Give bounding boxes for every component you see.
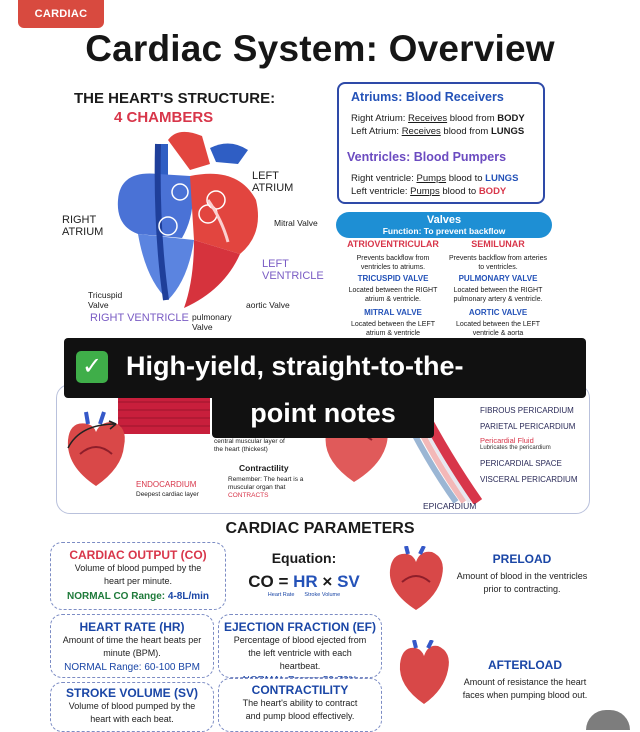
contractility-card xyxy=(218,678,382,732)
structure-subheading: 4 CHAMBERS xyxy=(114,109,214,126)
arrow-icon xyxy=(60,420,120,450)
pericardium-fibrous: FIBROUS PERICARDIUM xyxy=(480,406,574,415)
equation-captions: Heart Rate Stroke Volume xyxy=(267,592,341,598)
atrium-left-row: Left Atrium: Receives blood from LUNGS xyxy=(351,126,525,137)
afterload-heart-icon xyxy=(394,640,452,706)
left-atrium-label: LEFT ATRIUM xyxy=(252,170,294,194)
tricuspid-desc: Located between the RIGHT atrium & ventricle. xyxy=(348,287,438,303)
contractility-remember: Remember: The heart is a muscular organ that CONTRACTS xyxy=(228,476,304,499)
av-desc: Prevents backflow from ventricles to atriums. xyxy=(356,255,430,271)
aortic-heading: AORTIC VALVE xyxy=(468,308,528,317)
afterload-title: AFTERLOAD xyxy=(488,658,562,672)
co-desc: Volume of blood pumped by the heart per minute. xyxy=(74,563,202,586)
contractility-label: Contractility xyxy=(239,463,289,473)
page-title: Cardiac System: Overview xyxy=(85,28,555,69)
mitral-valve-label: Mitral Valve xyxy=(274,218,318,228)
endocardium-desc: Deepest cardiac layer xyxy=(136,491,199,498)
sv-title: STROKE VOLUME (SV) xyxy=(65,686,198,700)
banner-line1: High-yield, straight-to-the- xyxy=(126,351,464,381)
pericardium-fluid: Pericardial Fluid xyxy=(480,436,534,445)
hr-normal: NORMAL Range: 60-100 BPM xyxy=(64,662,200,673)
pulmonary-heading: PULMONARY VALVE xyxy=(458,274,538,283)
sv-desc: Volume of blood pumped by the heart with each beat. xyxy=(68,701,196,724)
sl-desc: Prevents backflow from arteries to ventricles. xyxy=(448,255,548,271)
equation-block xyxy=(234,550,374,598)
pericardium-parietal: PARIETAL PERICARDIUM xyxy=(480,422,576,431)
aortic-desc: Located between the LEFT ventricle & aorta xyxy=(455,321,541,337)
mitral-heading: MITRAL VALVE xyxy=(364,308,422,317)
scroll-handle[interactable] xyxy=(586,710,630,730)
promo-banner xyxy=(64,338,586,398)
sl-column xyxy=(447,240,549,340)
valves-heading: Valves xyxy=(426,214,462,226)
mitral-desc: Located between the LEFT atrium & ventricle xyxy=(350,321,436,337)
pericardium-fluid-note: Lubricates the pericardium xyxy=(480,445,551,451)
contractility-desc: The heart's ability to contract and pump blood effectively. xyxy=(242,698,358,721)
left-ventricle-label: LEFT VENTRICLE xyxy=(262,258,324,282)
hr-title: HEART RATE (HR) xyxy=(79,620,185,634)
preload-title: PRELOAD xyxy=(492,552,552,566)
cardiac-output-card xyxy=(50,542,226,610)
equation-formula: CO = HR × SV xyxy=(248,572,360,591)
sl-heading: SEMILUNAR xyxy=(471,239,525,249)
afterload-block xyxy=(458,658,592,702)
ventricle-left-row: Left ventricle: Pumps blood to BODY xyxy=(351,186,507,197)
epicardium-label: EPICARDIUM xyxy=(423,501,477,511)
co-normal: NORMAL CO Range: 4-8L/min xyxy=(66,591,210,602)
ejection-fraction-card xyxy=(218,614,382,678)
ventricles-heading: Ventricles: Blood Pumpers xyxy=(347,150,507,164)
stroke-volume-card xyxy=(50,682,214,732)
chambers-box xyxy=(337,82,545,204)
pulmonary-valve-label: pulmonary Valve xyxy=(192,312,232,332)
promo-banner-line2: point notes xyxy=(212,392,434,438)
pericardium-list xyxy=(480,406,592,484)
ef-desc: Percentage of blood ejected from the left ventricle with each heartbeat. xyxy=(233,635,367,671)
pericardium-visceral: VISCERAL PERICARDIUM xyxy=(480,475,578,484)
tricuspid-valve-label: Tricuspid Valve xyxy=(88,290,123,310)
ventricle-right-row: Right ventricle: Pumps blood to LUNGS xyxy=(351,173,519,184)
equation-title: Equation: xyxy=(271,550,337,566)
pulmonary-desc: Located between the RIGHT pulmonary artery & ventricle. xyxy=(453,287,543,303)
check-icon: ✓ xyxy=(76,351,108,383)
co-title: CARDIAC OUTPUT (CO) xyxy=(69,548,207,562)
pericardium-space: PERICARDIAL SPACE xyxy=(480,459,562,468)
category-tag: CARDIAC xyxy=(18,0,104,28)
av-heading: ATRIOVENTRICULAR xyxy=(347,239,439,249)
params-heading: CARDIAC PARAMETERS xyxy=(225,520,415,537)
atrium-right-row: Right Atrium: Receives blood from BODY xyxy=(351,113,525,124)
structure-heading: THE HEART'S STRUCTURE: xyxy=(74,90,276,107)
hr-desc: Amount of time the heart beats per minute (BPM). xyxy=(62,635,202,658)
preload-block xyxy=(456,552,588,596)
right-atrium-label: RIGHT ATRIUM xyxy=(62,214,104,238)
valves-header xyxy=(336,212,552,238)
preload-desc: Amount of blood in the ventricles prior to contracting. xyxy=(456,571,588,594)
heart-rate-card xyxy=(50,614,214,678)
preload-heart-icon xyxy=(384,546,448,612)
contractility-title: CONTRACTILITY xyxy=(251,683,349,697)
endocardium-label: ENDOCARDIUM xyxy=(136,480,197,489)
aortic-valve-label: aortic Valve xyxy=(246,300,290,310)
valves-function: Function: To prevent backflow xyxy=(382,226,506,236)
right-ventricle-label: RIGHT VENTRICLE xyxy=(90,312,189,324)
atriums-heading: Atriums: Blood Receivers xyxy=(351,90,504,104)
afterload-desc: Amount of resistance the heart faces when pumping blood out. xyxy=(462,677,588,700)
av-column xyxy=(342,240,444,340)
myocardium-note: central muscular layer of the heart (thickest) xyxy=(214,438,285,453)
tricuspid-heading: TRICUSPID VALVE xyxy=(357,274,429,283)
ef-title: EJECTION FRACTION (EF) xyxy=(224,620,376,634)
